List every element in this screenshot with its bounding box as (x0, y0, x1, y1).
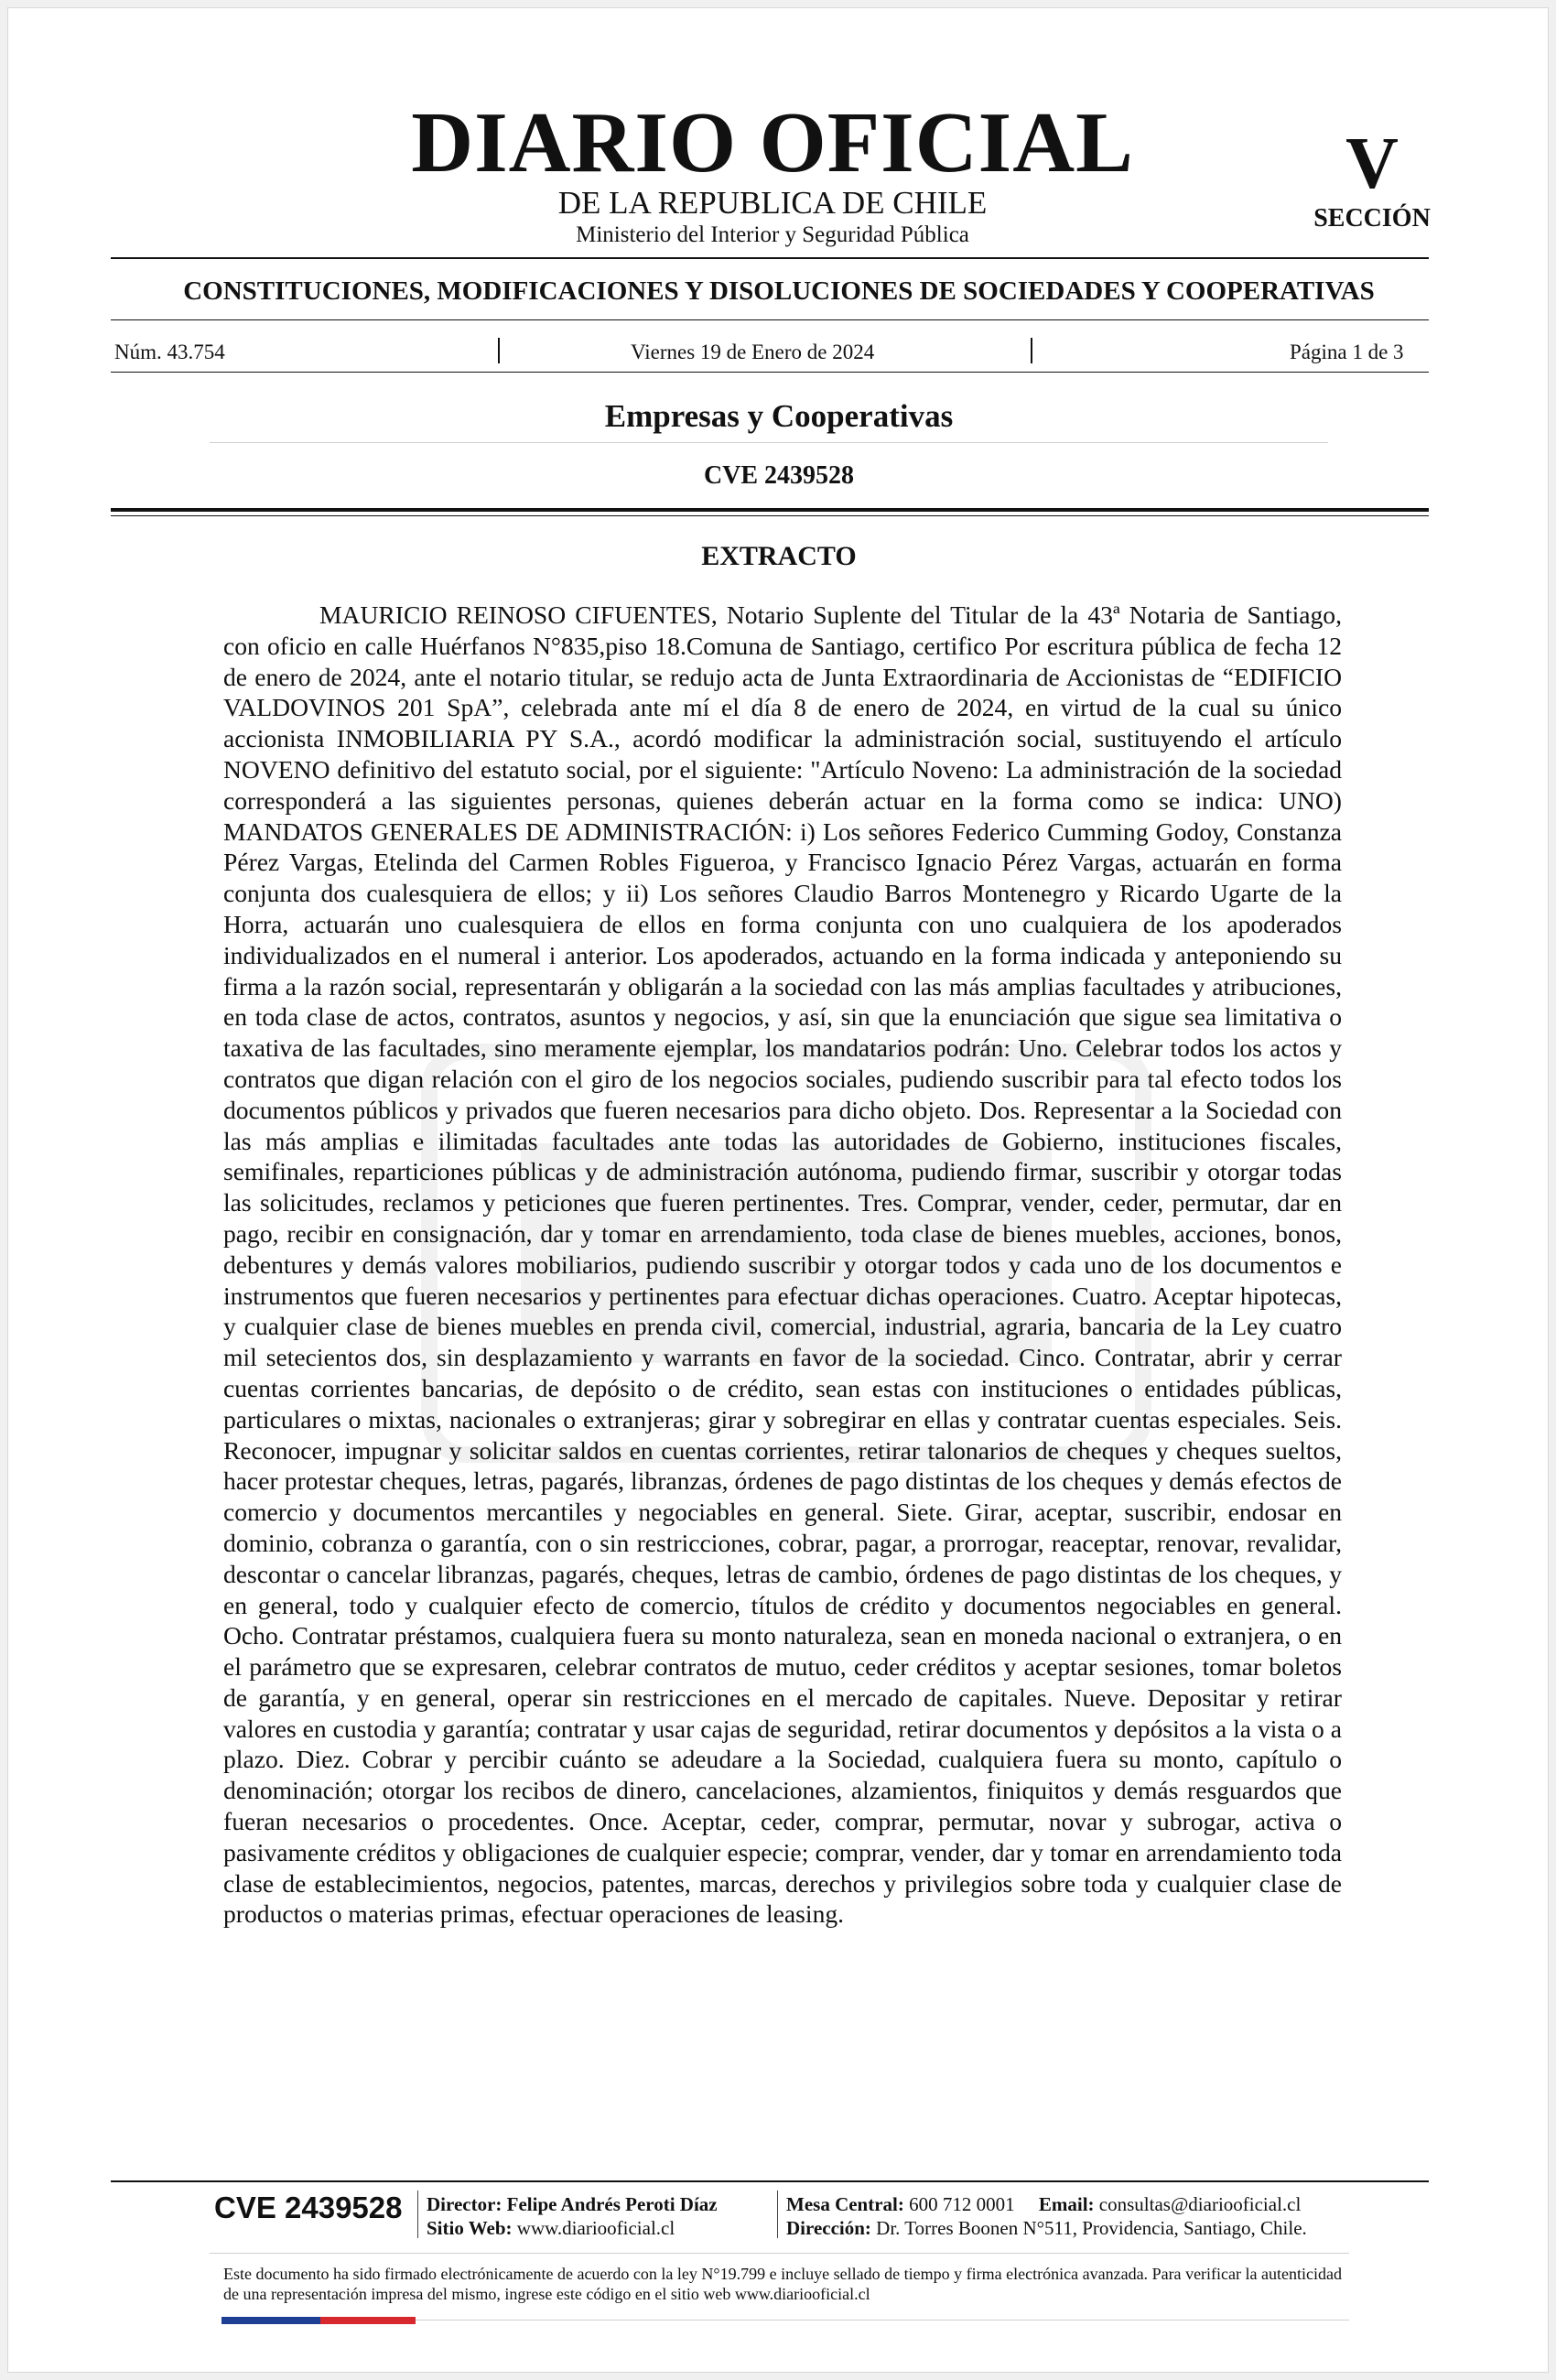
phone-label: Mesa Central: (786, 2193, 904, 2215)
category-title: Empresas y Cooperativas (604, 398, 954, 434)
section-title: CONSTITUCIONES, MODIFICACIONES Y DISOLUCIONES DE SOCIEDADES Y COOPERATIVAS (183, 276, 1375, 306)
heading-rule-thick (111, 508, 1429, 512)
masthead-subtitle: DE LA REPUBLICA DE CHILE (557, 185, 988, 221)
heading-rule-thin (111, 515, 1429, 516)
document-page (7, 7, 1549, 2373)
meta-separator (1031, 338, 1032, 363)
category-divider (210, 442, 1328, 443)
meta-separator (498, 338, 500, 363)
flag-stripe-blue (222, 2317, 320, 2324)
footer-separator (777, 2191, 778, 2238)
masthead-title: DIARIO OFICIAL (411, 95, 1134, 190)
footer-separator (417, 2191, 418, 2238)
section-letter: V (1345, 124, 1399, 204)
footer-contact (786, 2192, 1301, 2216)
phone-value: 600 712 0001 (909, 2193, 1015, 2215)
section-label: SECCIÓN (1313, 204, 1431, 233)
address-label: Dirección: (786, 2217, 871, 2239)
address-value: Dr. Torres Boonen N°511, Providencia, Santiago, Chile. (876, 2217, 1307, 2239)
website-label: Sitio Web: (427, 2217, 513, 2239)
meta-divider (111, 372, 1429, 373)
section-divider (111, 319, 1429, 320)
email-label: Email: (1038, 2193, 1095, 2215)
director-name: Felipe Andrés Peroti Díaz (506, 2193, 718, 2215)
extract-body: MAURICIO REINOSO CIFUENTES, Notario Suplente del Titular de la 43ª Notaria de Santiago, con oficio en calle Huérfanos N°835,piso 18.Comuna de Santiago, certifico Por escritura pública de fecha 12 de enero de 2024, ante el notario titular, se redujo acta de Junta Extraordinaria de Accionistas de “EDIFICIO VALDOVINOS 201 SpA”, celebrada ante mí el día 8 de enero de 2024, en virtud de la cual su único accionista INMOBILIARIA PY S.A., acordó modificar la administración social, sustituyendo el artículo NOVENO definitivo del estatuto social, por el siguiente: "Artículo Noveno: La administración de la sociedad corresponderá a las siguientes personas, quienes deberán actuar en la forma como se indica: UNO) MANDATOS GENERALES DE ADMINISTRACIÓN: i) Los señores Federico Cumming Godoy, Constanza Pérez Vargas, Etelinda del Carmen Robles Figueroa, y Francisco Ignacio Pérez Vargas, actuarán en forma conjunta dos cualesquiera de ellos; y ii) Los señores Claudio Barros Montenegro y Ricardo Ugarte de la Horra, actuarán uno cualesquiera de ellos en forma conjunta con uno cualquiera de los apoderados individualizados en el numeral i anterior. Los apoderados, actuando en la forma indicada y anteponiendo su firma a la razón social, representarán y obligarán a la sociedad con las más amplias facultades y atribuciones, en toda clase de actos, contratos, asuntos y negocios, y así, sin que la enunciación que sigue sea limitativa o taxativa de las facultades, sino meramente ejemplar, los mandatarios podrán: Uno. Celebrar todos los actos y contratos que digan relación con el giro de los negocios sociales, pudiendo suscribir para tal efecto todos los documentos públicos y privados que fueren necesarios para dicho objeto. Dos. Representar a la Sociedad con las más amplias e ilimitadas facultades ante todas las autoridades de Gobierno, instituciones fiscales, semifinales, reparticiones públicas y de administración autónoma, pudiendo firmar, suscribir y otorgar todas las solicitudes, reclamos y peticiones que fueren pertinentes. Tres. Comprar, vender, ceder, permutar, dar en pago, recibir en consignación, dar y tomar en arrendamiento, toda clase de bienes muebles, acciones, bonos, debentures y demás valores mobiliarios, pudiendo suscribir y otorgar todos y cada uno de los documentos e instrumentos que fueren necesarios y pertinentes para efectuar dichas operaciones. Cuatro. Aceptar hipotecas, y cualquier clase de bienes muebles en prenda civil, comercial, industrial, agraria, bancaria de la Ley cuatro mil setecientos dos, sin desplazamiento y warrants en favor de la sociedad. Cinco. Contratar, abrir y cerrar cuentas corrientes bancarias, de depósito o de crédito, sean estas con instituciones o entidades públicas, particulares o mixtas, nacionales o extranjeras; girar y sobregirar en ellas y contratar cuentas especiales. Seis. Reconocer, impugnar y solicitar saldos en cuentas corrientes, retirar talonarios de cheques y cheques sueltos, hacer protestar cheques, letras, pagarés, libranzas, órdenes de pago distintas de los cheques y demás efectos de comercio y documentos mercantiles y negociables en general. Siete. Girar, aceptar, suscribir, endosar en dominio, cobranza o garantía, con o sin restricciones, cobrar, pagar, a prorrogar, reaceptar, renovar, revalidar, descontar o cancelar libranzas, pagarés, cheques, letras de cambio, órdenes de pago distintas de los cheques, y en general, todo y cualquier efecto de comercio, títulos de crédito y documentos negociables en general. Ocho. Contratar préstamos, cualquiera fuera su monto naturaleza, sean en moneda nacional o extranjera, o en el parámetro que se expresaren, celebrar contratos de mutuo, ceder créditos y aceptar sesiones, tomar boletos de garantía, y en general, operar sin restricciones en el mercado de capitales. Nueve. Depositar y retirar valores en custodia y garantía; contratar y usar cajas de seguridad, retirar documentos y depósitos a la vista o a plazo. Diez. Cobrar y percibir cuánto se adeudare a la Sociedad, cualquiera fuera su monto, capítulo o denominación; otorgar los recibos de dinero, cancelaciones, alzamientos, finiquitos y demás resguardos que fueran necesarios o procedentes. Once. Aceptar, ceder, comprar, permutar, novar y subrogar, activa o pasivamente créditos y obligaciones de cualquier especie; comprar, vender, dar y tomar en arrendamiento toda clase de establecimientos, negocios, patentes, marcas, derechos y privilegios sobre toda y cualquier clase de productos o materias primas, efectuar operaciones de leasing. (223, 600, 1342, 1929)
footer-director (427, 2192, 718, 2216)
issue-date: Viernes 19 de Enero de 2024 (631, 341, 875, 363)
footer-cve: CVE 2439528 (214, 2191, 403, 2224)
masthead-ministry: Ministerio del Interior y Seguridad Pública (576, 222, 969, 247)
page-indicator: Página 1 de 3 (1290, 341, 1404, 363)
issue-number: Núm. 43.754 (114, 341, 225, 363)
footer-address (786, 2216, 1307, 2240)
footer-rule-top (111, 2180, 1429, 2182)
cve-code: CVE 2439528 (703, 461, 855, 490)
director-label: Director: (427, 2193, 502, 2215)
legal-notice: Este documento ha sido firmado electrónicamente de acuerdo con la ley N°19.799 e incluye sellado de tiempo y firma electrónica avanzada. Para verificar la autenticidad de una representación impresa del mismo, ingrese este código en el sitio web www.diariooficial.cl (223, 2265, 1342, 2303)
footer-website (427, 2216, 675, 2240)
footer-rule-bottom (210, 2253, 1349, 2254)
flag-stripe-red (320, 2317, 416, 2324)
email-link[interactable]: consultas@diariooficial.cl (1098, 2193, 1302, 2215)
document-heading: EXTRACTO (701, 541, 857, 571)
masthead-divider (111, 257, 1429, 259)
website-link[interactable]: www.diariooficial.cl (516, 2217, 675, 2239)
